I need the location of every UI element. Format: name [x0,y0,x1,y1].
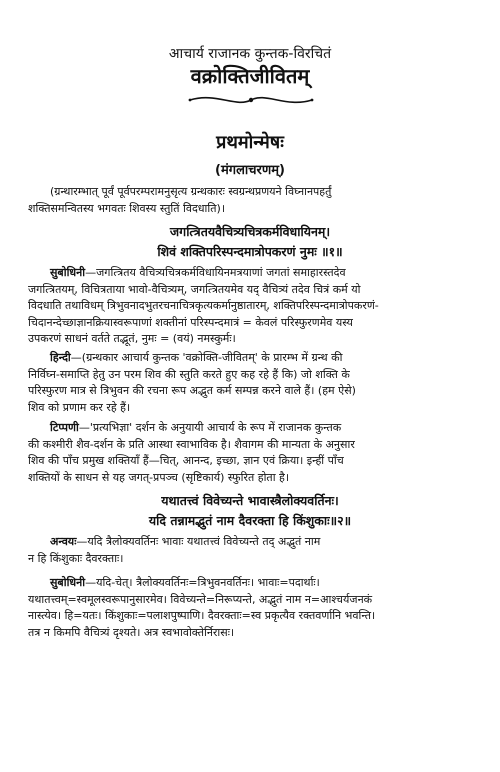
commentary-line: तत्र न किमपि वैचित्र्यं दृश्यते। अत्र स्वभावोक्तेर्निरासः। [28,625,235,639]
translation-line: हिन्दी—(ग्रन्थकार आचार्य कुन्तक 'वक्रोक्ति-जीवितम्' के प्रारम्भ में ग्रन्थ की [50,351,343,364]
commentary-line: नास्त्येव। हि=यतः। किंशुकाः=पलाशपुष्पाणि। दैवरक्ताः=स्व प्रकृत्यैव रक्तवर्णानि भवन्ति। [28,609,376,623]
commentary-line: यथातत्त्वम्=स्वमूलस्वरूपानुसारमेव। विवेच्यन्ते=निरूप्यन्ते, अद्भुतं नाम न=आश्चर्यजनकं [28,592,373,606]
commentary-line: विदधाति तथाविधम् त्रिभुवनादभुतरचनाचित्रकृत्यकर्मानुष्ठातारम्, शक्तिपरिस्पन्दमात्रोपकरणं- [28,299,379,313]
note-label: टिप्पणी [50,421,79,434]
commentary-line: जगत्त्रितयम्, विचित्रताया भावो-वैचित्र्यम्, जगत्त्रितयमेव यद् वैचित्र्यं तदेव चित्रं कर्म यो [28,282,361,296]
anvaya-prose-order [28,534,488,567]
commentary-line: सुबोधिनी—यदि-चेत्। त्रैलोक्यवर्तिनः=त्रिभुवनवर्तिनः। भावाः=पदार्थाः। [50,576,320,589]
intro-paragraph [28,184,488,217]
commentary-label: सुबोधिनी [50,576,86,589]
section-subtitle: (मंगलाचरणम्) [215,163,285,178]
commentary-line: सुबोधिनी—जगत्त्रितय वैचित्र्यचित्रकर्मविधायिनमत्रयाणां जगतां समाहारस्तदेव [50,266,346,279]
translation-line: परिस्फुरण मात्र से त्रिभुवन की रचना रूप अद्भुत कर्म सम्पन्न करने वाले हैं। (हम ऐसे) [28,384,356,398]
note-line: शिव की पाँच प्रमुख शक्तियाँ हैं—चित्, आनन्द, इच्छा, ज्ञान एवं क्रिया। इन्हीं पाँच [28,454,344,468]
verse-line: शिवं शक्तिपरिस्पन्दमात्रोपकरणं नुमः ॥१॥ [157,244,343,259]
verse-line: जगत्त्रितयवैचित्र्यचित्रकर्मविधायिनम्। [169,224,331,239]
chapter-title: प्रथमोन्मेषः [216,132,284,153]
decorative-divider [186,93,316,107]
anvaya-label: अन्वयः [50,535,77,548]
author-line: आचार्य राजानक कुन्तक-विरचितं [168,46,332,62]
translation-line: निर्विघ्न-समाप्ति हेतु उन परम शिव की स्तुति करते हुए कह रहे हैं कि) जो शक्ति के [28,367,350,381]
note-line: टिप्पणी—'प्रत्यभिज्ञा' दर्शन के अनुयायी आचार्य के रूप में राजानक कुन्तक [50,421,342,434]
note-line: शक्तियों के साधन से यह जगत्-प्रपञ्च (सृष्टिकार्य) स्फुरित होता है। [28,470,290,484]
verse-2 [0,491,500,531]
anvaya-line: न हि किंशुकाः दैवरक्ताः। [28,551,124,565]
verse-line: यथातत्त्वं विवेच्यन्ते भावास्त्रैलोक्यवर्तिनः। [161,493,339,508]
verse-1 [0,222,500,262]
translation-label: हिन्दी [50,351,71,364]
hindi-translation [28,350,488,416]
note-line: की कश्मीरी शैव-दर्शन के प्रति आस्था स्वाभाविक है। शैवागम की मान्यता के अनुसार [28,437,355,451]
verse-line: यदि तन्नामद्भुतं नाम दैवरक्ता हि किंशुकाः॥२॥ [148,513,352,528]
subodhini-commentary-1 [28,265,488,348]
book-title: वक्रोक्तिजीवितम् [190,64,310,88]
commentary-line: उपकरणं साधनं वर्तते तद्भूतं, नुमः = (वयं) नमस्कुर्मः। [28,332,236,346]
intro-line: (ग्रन्थारम्भात् पूर्वं पूर्वपरम्परामनुसृत्य ग्रन्थकारः स्वग्रन्थप्रणयने विघ्नानपहर्तुं [50,185,332,198]
translation-line: शिव को प्रणाम कर रहे हैं। [28,400,131,414]
commentary-label: सुबोधिनी [50,266,86,279]
anvaya-line: अन्वयः—यदि त्रैलोक्यवर्तिनः भावाः यथातत्त्वं विवेच्यन्ते तद् अद्भुतं नाम [50,535,321,548]
tippani-note [28,420,488,486]
subodhini-commentary-2 [28,575,488,641]
commentary-line: चिदानन्देच्छाज्ञानक्रियास्वरूपाणां शक्तीनां परिस्पन्दमात्रं = केवलं परिस्फुरणमेव यस्य [28,315,353,329]
intro-line: शक्तिसमन्वितस्य भगवतः शिवस्य स्तुतिं विदधाति)। [28,201,225,215]
